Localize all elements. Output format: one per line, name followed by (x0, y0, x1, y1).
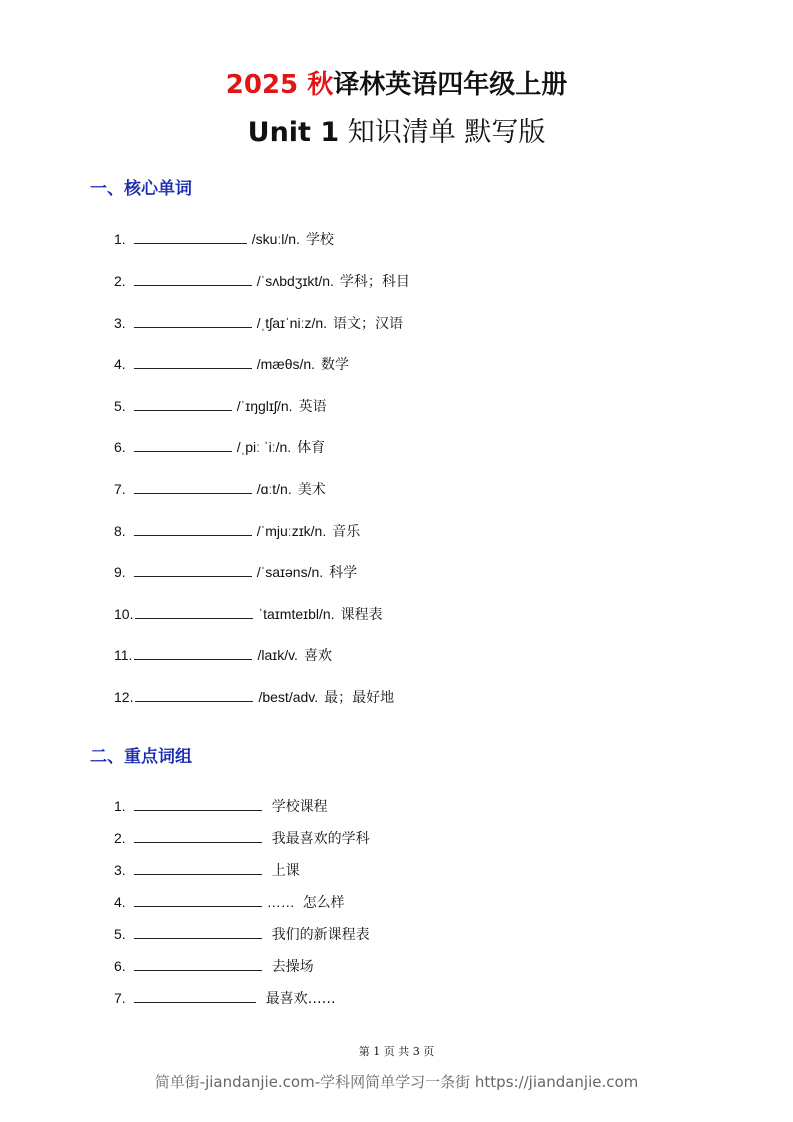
phrase-item (114, 988, 336, 1008)
item-number: 11. (114, 647, 133, 663)
unit-name: 知识清单 默写版 (347, 117, 546, 148)
phonetic: /ˈɪŋɡlɪʃ/n. (236, 398, 293, 414)
item-number: 1. (114, 798, 126, 814)
vocab-item (114, 271, 410, 291)
phrase-item (114, 860, 300, 880)
meaning: 美术 (297, 482, 326, 498)
meaning: 学校课程 (271, 799, 328, 815)
vocab-item (114, 354, 349, 374)
answer-blank (134, 523, 252, 536)
phonetic: /ˈsʌbdʒɪkt/n. (256, 273, 334, 289)
vocab-item (114, 313, 403, 333)
meaning: 音乐 (332, 524, 361, 540)
meaning: 去操场 (271, 959, 314, 975)
answer-blank (134, 398, 232, 411)
item-number: 7. (114, 481, 126, 497)
meaning: 最；最好地 (324, 690, 395, 706)
answer-blank (134, 990, 256, 1003)
item-number: 6. (114, 439, 126, 455)
vocab-item (114, 604, 383, 624)
item-number: 2. (114, 830, 126, 846)
item-number: 3. (114, 315, 126, 331)
section-heading-phrases: 二、重点词组 (90, 747, 192, 767)
phrase-prefix: …… (266, 894, 295, 910)
vocab-item (114, 396, 327, 416)
site-footer: 简单街-jiandanjie.com-学科网简单学习一条街 https://jiandanjie.com (154, 1073, 639, 1091)
item-number: 2. (114, 273, 126, 289)
meaning: 数学 (321, 357, 350, 373)
item-number: 6. (114, 958, 126, 974)
item-number: 8. (114, 523, 126, 539)
vocab-item (114, 229, 334, 249)
meaning: 体育 (297, 440, 326, 456)
answer-blank (134, 958, 262, 971)
phonetic: ˈtaɪmteɪbl/n. (258, 606, 335, 622)
unit-label: Unit 1 (247, 117, 340, 148)
title-year-season: 2025 秋 (225, 70, 334, 100)
item-number: 9. (114, 564, 126, 580)
meaning: 科学 (329, 565, 358, 581)
meaning: 英语 (298, 399, 327, 415)
answer-blank (134, 647, 252, 660)
meaning: 学科；科目 (339, 274, 410, 290)
answer-blank (134, 564, 252, 577)
meaning: 课程表 (340, 607, 383, 623)
answer-blank (134, 481, 252, 494)
answer-blank (134, 830, 262, 843)
answer-blank (135, 689, 253, 702)
meaning: 语文；汉语 (333, 316, 404, 332)
phonetic: /ˈmjuːzɪk/n. (256, 523, 327, 539)
answer-blank (134, 231, 247, 244)
phrase-item (114, 924, 370, 944)
item-number: 4. (114, 356, 126, 372)
item-number: 1. (114, 231, 126, 247)
meaning: 我们的新课程表 (271, 927, 370, 943)
phrase-item (114, 828, 370, 848)
vocab-item (114, 687, 394, 707)
answer-blank (134, 926, 262, 939)
answer-blank (134, 798, 262, 811)
phonetic: /skuːl/n. (251, 231, 300, 247)
answer-blank (134, 315, 252, 328)
item-number: 5. (114, 398, 126, 414)
answer-blank (135, 606, 253, 619)
vocab-item (114, 521, 360, 541)
answer-blank (134, 356, 252, 369)
vocab-item (114, 479, 326, 499)
phrase-item (114, 796, 328, 816)
meaning: 怎么样 (302, 895, 345, 911)
phonetic: /ˌpiː ˈiː/n. (236, 439, 292, 455)
item-number: 12. (114, 689, 134, 705)
section-heading-vocab: 一、核心单词 (90, 179, 192, 199)
document-subtitle (0, 110, 793, 149)
phrase-item (114, 892, 345, 912)
vocab-item (114, 645, 332, 665)
meaning: 喜欢 (303, 648, 332, 664)
document-title (0, 64, 793, 101)
phonetic: /ˌtʃaɪˈniːz/n. (256, 315, 328, 331)
item-number: 10. (114, 606, 134, 622)
item-number: 5. (114, 926, 126, 942)
answer-blank (134, 273, 252, 286)
page-number: 第 1 页 共 3 页 (358, 1045, 435, 1058)
item-number: 7. (114, 990, 126, 1006)
phonetic: /best/adv. (258, 689, 319, 705)
item-number: 4. (114, 894, 126, 910)
meaning: 我最喜欢的学科 (271, 831, 370, 847)
item-number: 3. (114, 862, 126, 878)
phrase-item (114, 956, 314, 976)
answer-blank (134, 439, 232, 452)
meaning: 学校 (305, 232, 334, 248)
answer-blank (134, 862, 262, 875)
vocab-item (114, 437, 325, 457)
title-subtitle: 译林英语四年级上册 (333, 70, 568, 100)
meaning: 最喜欢…… (265, 991, 336, 1007)
vocab-item (114, 562, 357, 582)
phonetic: /ɑːt/n. (256, 481, 292, 497)
phonetic: /ˈsaɪəns/n. (256, 564, 324, 580)
phonetic: /mæθs/n. (256, 356, 316, 372)
answer-blank (134, 894, 262, 907)
phonetic: /laɪk/v. (257, 647, 298, 663)
meaning: 上课 (271, 863, 300, 879)
